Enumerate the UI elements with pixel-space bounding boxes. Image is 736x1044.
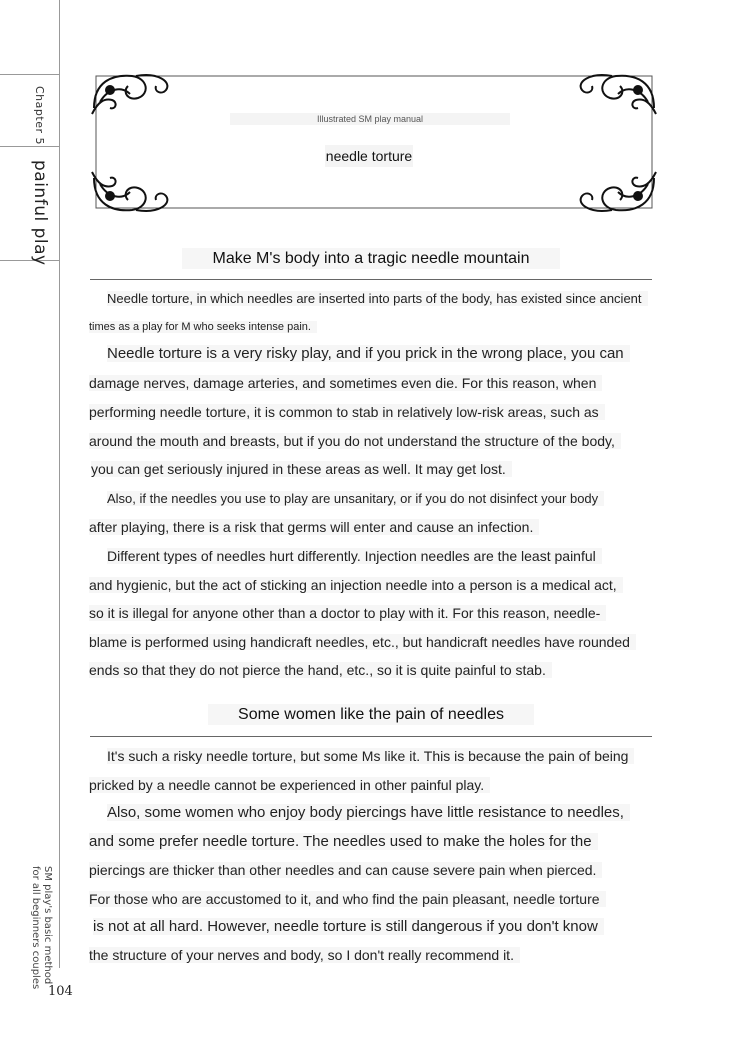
section-heading xyxy=(90,706,652,724)
page-number: 104 xyxy=(48,984,73,999)
section-heading-text: Make M's body into a tragic needle mountain xyxy=(182,248,559,269)
paragraph-line: is not at all hard. However, needle torture is still dangerous if you don't know xyxy=(93,917,604,937)
sidebar-divider xyxy=(0,146,59,147)
section-heading-text: Some women like the pain of needles xyxy=(208,704,534,725)
ornamental-frame-graphic xyxy=(88,68,660,218)
sidebar-divider-top xyxy=(0,74,59,75)
paragraph-line: damage nerves, damage arteries, and sometimes even die. For this reason, when xyxy=(89,373,602,393)
paragraph-line: It's such a risky needle torture, but some Ms like it. This is because the pain of being xyxy=(89,746,634,766)
paragraph-line: Also, if the needles you use to play are unsanitary, or if you do not disinfect your body xyxy=(89,489,604,509)
ornamental-frame xyxy=(88,68,660,218)
paragraph-line: Also, some women who enjoy body piercings have little resistance to needles, xyxy=(89,803,630,823)
paragraph-line: Different types of needles hurt differently. Injection needles are the least painful xyxy=(89,546,602,566)
manual-label: Illustrated SM play manual xyxy=(230,113,510,125)
paragraph-line: Needle torture, in which needles are inserted into parts of the body, has existed since ancient xyxy=(89,289,648,309)
section-rule xyxy=(90,736,652,737)
chapter-label: Chapter 5 xyxy=(33,86,46,145)
paragraph-line: around the mouth and breasts, but if you do not understand the structure of the body, xyxy=(89,431,621,451)
paragraph-line: pricked by a needle cannot be experienced in other painful play. xyxy=(89,775,490,795)
book-title-line-2: for all beginners couples xyxy=(30,866,41,990)
paragraph-line: so it is illegal for anyone other than a doctor to play with it. For this reason, needle- xyxy=(89,603,606,623)
sidebar-rule xyxy=(59,0,60,968)
paragraph-line: blame is performed using handicraft needles, etc., but handicraft needles have rounded xyxy=(89,632,636,652)
book-title-line-1: SM play's basic method xyxy=(42,866,53,985)
paragraph-line: after playing, there is a risk that germs will enter and cause an infection. xyxy=(89,517,539,537)
chapter-title: painful play xyxy=(30,160,50,266)
paragraph-line: times as a play for M who seeks intense pain. xyxy=(89,317,317,337)
paragraph-line: piercings are thicker than other needles and can cause severe pain when pierced. xyxy=(89,860,602,880)
paragraph-line: and some prefer needle torture. The needles used to make the holes for the xyxy=(89,832,598,852)
paragraph-line: ends so that they do not pierce the hand, etc., so it is quite painful to stab. xyxy=(89,660,552,680)
paragraph-line: Needle torture is a very risky play, and if you prick in the wrong place, you can xyxy=(89,344,630,364)
paragraph-line: the structure of your nerves and body, so I don't really recommend it. xyxy=(89,945,520,965)
paragraph-line: performing needle torture, it is common to stab in relatively low-risk areas, such as xyxy=(89,402,605,422)
paragraph-line: For those who are accustomed to it, and who find the pain pleasant, needle torture xyxy=(89,889,606,909)
book-title-footer xyxy=(29,866,53,989)
paragraph-line: and hygienic, but the act of sticking an injection needle into a person is a medical act, xyxy=(89,575,623,595)
paragraph-line: you can get seriously injured in these areas as well. It may get lost. xyxy=(91,459,512,479)
section-rule xyxy=(90,279,652,280)
page-title: needle torture xyxy=(325,145,413,167)
section-heading xyxy=(90,250,652,268)
